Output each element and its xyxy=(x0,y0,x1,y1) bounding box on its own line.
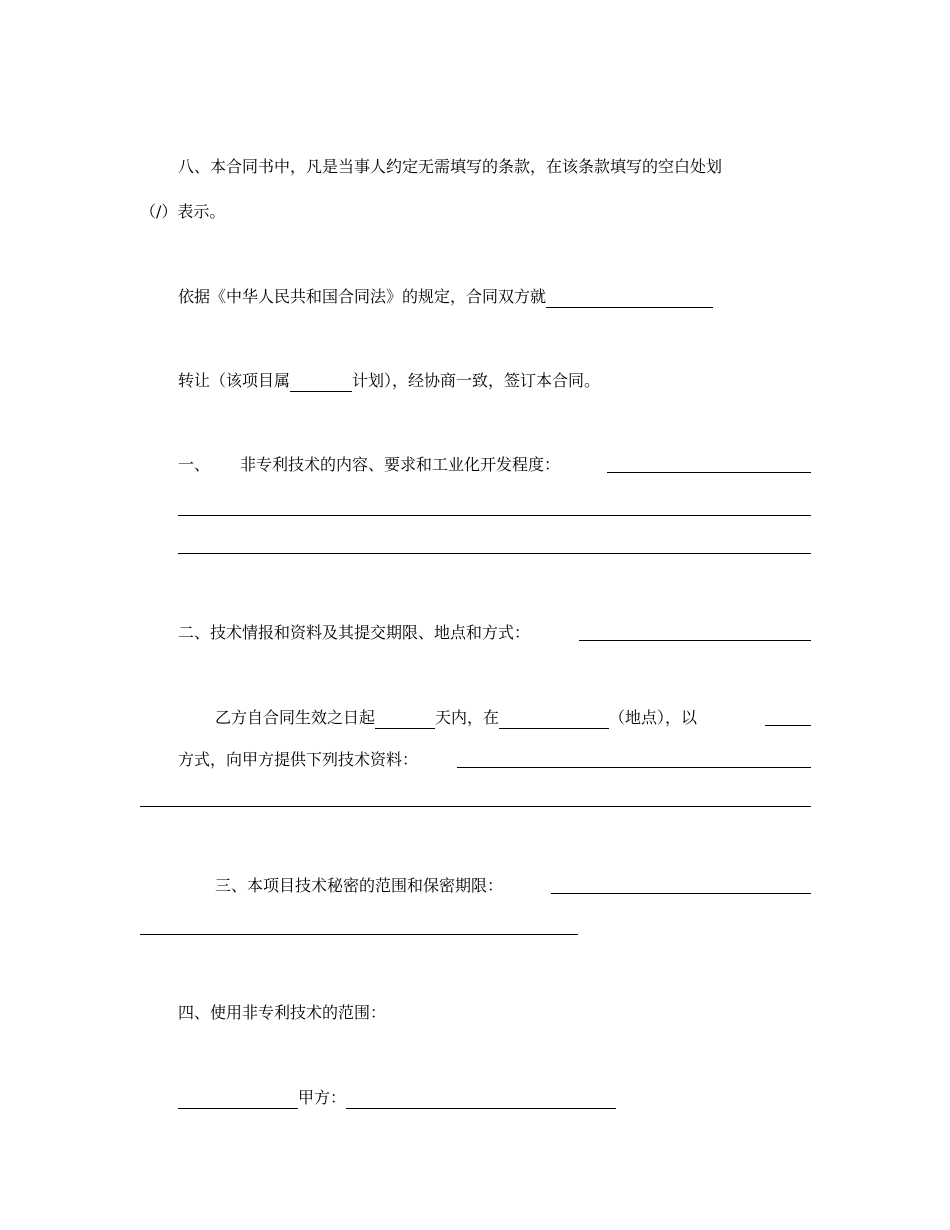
party-a-line xyxy=(178,1087,616,1109)
article3-title: 三、本项目技术秘密的范围和保密期限： xyxy=(215,876,504,895)
clause8-line1 xyxy=(178,156,722,178)
location-blank[interactable] xyxy=(499,711,609,729)
article1-blank-3[interactable] xyxy=(178,553,811,554)
article3-blank-1[interactable] xyxy=(551,893,811,894)
article2-sub-d: 方式，向甲方提供下列技术资料： xyxy=(178,750,419,769)
article2-sub-c: （地点），以 xyxy=(609,708,698,727)
party-a-prefix-blank[interactable] xyxy=(178,1091,298,1109)
article2-title-line xyxy=(178,622,530,644)
article1-blank-1[interactable] xyxy=(607,472,811,473)
tech-materials-blank-2[interactable] xyxy=(140,806,811,807)
article3-blank-2[interactable] xyxy=(140,934,578,935)
article1-title: 非专利技术的内容、要求和工业化开发程度： xyxy=(240,455,561,474)
preamble-line2 xyxy=(178,370,600,392)
party-a-label: 甲方： xyxy=(298,1088,347,1107)
party-a-name-blank[interactable] xyxy=(346,1091,616,1109)
plan-name-blank[interactable] xyxy=(290,374,352,392)
article2-sub-a: 乙方自合同生效之日起 xyxy=(215,708,376,727)
preamble-line1 xyxy=(178,286,713,308)
article2-blank-1[interactable] xyxy=(579,640,811,641)
article1-blank-2[interactable] xyxy=(178,515,811,516)
preamble-text-2a: 转让（该项目属 xyxy=(178,371,291,390)
clause8-line2 xyxy=(140,201,225,223)
article2-sub-line1 xyxy=(215,707,697,729)
clause8-text-1: 八、本合同书中，凡是当事人约定无需填写的条款，在该条款填写的空白处划 xyxy=(178,157,723,176)
article2-title: 二、技术情报和资料及其提交期限、地点和方式： xyxy=(178,623,531,642)
article2-sub-line2 xyxy=(178,749,418,771)
article4-title: 四、使用非专利技术的范围： xyxy=(178,1003,387,1022)
article4-title-line xyxy=(178,1002,386,1024)
article3-title-line xyxy=(215,875,503,897)
clause8-text-2: （/）表示。 xyxy=(140,202,226,221)
preamble-text-1: 依据《中华人民共和国合同法》的规定，合同双方就 xyxy=(178,287,547,306)
tech-materials-blank-1[interactable] xyxy=(457,767,811,768)
article1-number: 一、 xyxy=(178,455,211,474)
method-blank[interactable] xyxy=(765,725,811,726)
article2-sub-b: 天内，在 xyxy=(435,708,500,727)
article1-title-line xyxy=(178,454,560,476)
preamble-text-2b: 计划），经协商一致，签订本合同。 xyxy=(352,371,601,390)
days-blank[interactable] xyxy=(375,711,435,729)
project-name-blank[interactable] xyxy=(546,290,713,308)
